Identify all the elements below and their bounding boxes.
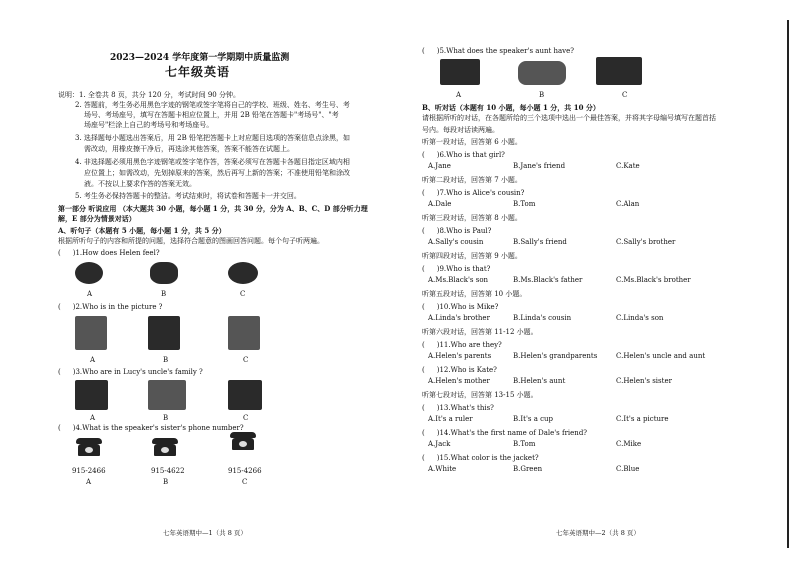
option-c: C.Blue xyxy=(616,465,640,473)
question-2: ( )2.Who is in the picture ? xyxy=(58,303,163,311)
part-heading: 解，E 部分为情景对话） xyxy=(58,214,136,223)
chicks-photo-image xyxy=(518,61,566,85)
answer-paren-open[interactable]: ( xyxy=(422,151,425,159)
option-letter: A xyxy=(87,290,93,298)
answer-paren-open[interactable]: ( xyxy=(58,368,61,376)
instruction-line: 2. 答题前，考生务必用黑色字迹的钢笔或签字笔将自己的学校、班级、姓名、考生号、考 xyxy=(75,101,350,109)
photo-image xyxy=(75,316,107,350)
option-c: C.Kate xyxy=(616,162,640,170)
section-heading: B、听对话（本题有 10 小题，每小题 1 分，共 10 分） xyxy=(422,103,600,112)
answer-paren-open[interactable]: ( xyxy=(422,341,425,349)
answer-paren-open[interactable]: ( xyxy=(422,189,425,197)
answer-paren-open[interactable]: ( xyxy=(58,303,61,311)
answer-paren-open[interactable]: ( xyxy=(422,404,425,412)
option-b: B.Sally's friend xyxy=(513,238,567,246)
dialogue-heading: 听第四段对话，回答第 9 小题。 xyxy=(422,252,522,260)
option-b: B.It's a cup xyxy=(513,415,553,423)
option-a: A.It's a ruler xyxy=(428,415,473,423)
question-row xyxy=(422,303,498,312)
answer-paren-open[interactable]: ( xyxy=(58,249,61,257)
option-letter: C xyxy=(242,478,248,486)
option-a: A.Ms.Black's son xyxy=(428,276,489,284)
emoji-face-image xyxy=(150,262,178,284)
option-b: B.Helen's grandparents xyxy=(513,352,598,360)
option-a: A.White xyxy=(428,465,457,473)
answer-paren-close: ) xyxy=(72,368,76,376)
emoji-face-image xyxy=(228,262,258,284)
answer-paren-close: ) xyxy=(436,429,440,437)
option-a: A.Helen's parents xyxy=(428,352,492,360)
answer-paren-close: ) xyxy=(436,47,440,55)
section-instruction: 请根据所听的对话，在各题所给的三个选项中选出一个最佳答案，并将其字母编号填写在题首括 xyxy=(422,114,716,122)
option-b: B.Green xyxy=(513,465,543,473)
option-c: C.Mike xyxy=(616,440,642,448)
section-instruction: 号内。每段对话读两遍。 xyxy=(422,126,499,134)
question-text: 7.Who is Alice's cousin? xyxy=(439,189,525,197)
instruction-line: 液。不按以上要求作答的答案无效。 xyxy=(84,180,196,188)
question-text: 8.Who is Paul? xyxy=(439,227,492,235)
answer-paren-open[interactable]: ( xyxy=(422,47,425,55)
answer-paren-close: ) xyxy=(72,424,76,432)
family-photo-image xyxy=(148,380,186,410)
answer-paren-close: ) xyxy=(436,265,440,273)
instruction-line: 说明：1. 全卷共 8 页，共分 120 分，考试时间 90 分钟。 xyxy=(58,91,240,99)
answer-paren-close: ) xyxy=(72,303,76,311)
question-text: 6.Who is that girl? xyxy=(439,151,505,159)
option-a: A.Linda's brother xyxy=(428,314,490,322)
instruction-line: 3. 选择题每小题选出答案后，用 2B 铅笔把答题卡上对应题目选项的答案信息点涂黑，如 xyxy=(75,134,350,142)
option-b: B.Jane's friend xyxy=(513,162,566,170)
phone-number: 915-2466 xyxy=(72,467,106,475)
option-letter: C xyxy=(622,91,628,99)
part-heading: 第一部分 听说应用 （本大题共 30 小题，每小题 1 分，共 30 分，分为 A、B、C、D 部分听力理 xyxy=(58,204,368,213)
family-photo-image xyxy=(228,380,262,410)
option-c: C.Helen's uncle and aunt xyxy=(616,352,706,360)
telephone-icon xyxy=(230,432,256,450)
answer-paren-close: ) xyxy=(436,303,440,311)
option-letter: A xyxy=(90,356,96,364)
answer-paren-close: ) xyxy=(436,454,440,462)
option-letter: B xyxy=(539,91,545,99)
answer-paren-close: ) xyxy=(436,189,440,197)
dialogue-heading: 听第六段对话，回答第 11-12 小题。 xyxy=(422,328,538,336)
option-c: C.It's a picture xyxy=(616,415,669,423)
answer-paren-open[interactable]: ( xyxy=(422,429,425,437)
dialogue-heading: 听第五段对话，回答第 10 小题。 xyxy=(422,290,527,298)
emoji-face-image xyxy=(75,262,103,284)
option-letter: B xyxy=(163,414,169,422)
answer-paren-open[interactable]: ( xyxy=(422,227,425,235)
question-row xyxy=(422,454,539,463)
answer-paren-close: ) xyxy=(436,404,440,412)
family-photo-image xyxy=(75,380,108,410)
exam-page-right xyxy=(400,0,794,567)
answer-paren-close: ) xyxy=(436,366,440,374)
option-letter: C xyxy=(243,414,249,422)
page-footer: 七年英语期中—1（共 8 页） xyxy=(163,529,247,537)
option-letter: B xyxy=(163,478,169,486)
option-b: B.Ms.Black's father xyxy=(513,276,583,284)
exam-title: 2023—2024 学年度第一学期期中质量监测 xyxy=(110,53,290,63)
question-text: 11.Who are they? xyxy=(439,341,502,349)
pet-photo-image xyxy=(440,59,480,85)
answer-paren-close: ) xyxy=(72,249,76,257)
option-letter: A xyxy=(86,478,92,486)
question-row xyxy=(422,227,491,236)
answer-paren-open[interactable]: ( xyxy=(422,454,425,462)
question-4: ( )4.What is the speaker's sister's phone number? xyxy=(58,424,244,432)
pet-photo-image xyxy=(596,57,642,85)
page-footer: 七年英语期中—2（共 8 页） xyxy=(556,529,640,537)
question-text: 14.What's the first name of Dale's friend? xyxy=(439,429,588,437)
option-b: B.Tom xyxy=(513,200,536,208)
instruction-line: 场座号"栏涂上自己的考场号和考场座号。 xyxy=(84,121,214,129)
question-3: ( )3.Who are in Lucy's uncle's family ? xyxy=(58,368,203,376)
phone-number: 915-4622 xyxy=(151,467,185,475)
section-instruction: 根据所听句子的内容和所提的问题，选择符合题意的图画回答问题。每个句子听两遍。 xyxy=(58,237,324,245)
question-row xyxy=(422,366,497,375)
instruction-line: 需改动，用橡皮擦干净后，再选涂其他答案，答案不能答在试题上。 xyxy=(84,145,294,153)
option-c: C.Linda's son xyxy=(616,314,664,322)
option-c: C.Alan xyxy=(616,200,640,208)
answer-paren-close: ) xyxy=(436,151,440,159)
photo-image xyxy=(148,316,180,350)
instruction-line: 5. 考生务必保持答题卡的整洁。考试结束时，将试卷和答题卡一并交回。 xyxy=(75,192,301,200)
section-heading: A、听句子（本题有 5 小题，每小题 1 分，共 5 分） xyxy=(58,226,226,235)
question-text: 10.Who is Mike? xyxy=(439,303,499,311)
question-row xyxy=(422,189,524,198)
question-5: ( )5.What does the speaker's aunt have? xyxy=(422,47,575,55)
phone-number: 915-4266 xyxy=(228,467,262,475)
question-row xyxy=(422,341,502,350)
telephone-icon xyxy=(152,438,178,456)
question-text: 9.Who is that? xyxy=(439,265,491,273)
option-c: C.Sally's brother xyxy=(616,238,676,246)
answer-paren-close: ) xyxy=(436,341,440,349)
option-letter: A xyxy=(90,414,96,422)
question-row xyxy=(422,404,494,413)
option-a: A.Jane xyxy=(428,162,451,170)
instruction-line: 4. 非选择题必须用黑色字迹钢笔或签字笔作答，答案必须写在答题卡各题目指定区域内相 xyxy=(75,158,350,166)
option-a: A.Sally's cousin xyxy=(428,238,484,246)
answer-paren-open[interactable]: ( xyxy=(58,424,61,432)
option-b: B.Linda's cousin xyxy=(513,314,572,322)
question-row xyxy=(422,265,490,274)
option-b: B.Helen's aunt xyxy=(513,377,566,385)
question-text: 15.What color is the jacket? xyxy=(439,454,539,462)
option-letter: A xyxy=(456,91,462,99)
scan-border xyxy=(787,20,789,548)
answer-paren-open[interactable]: ( xyxy=(422,303,425,311)
option-letter: B xyxy=(161,290,167,298)
telephone-icon xyxy=(76,438,102,456)
option-c: C.Helen's sister xyxy=(616,377,672,385)
option-a: A.Dale xyxy=(428,200,452,208)
option-b: B.Tom xyxy=(513,440,536,448)
answer-paren-close: ) xyxy=(436,227,440,235)
question-row xyxy=(422,151,505,160)
instruction-line: 场号、考场座号，填写在答题卡相应位置上，并用 2B 铅笔在答题卡"考场号"、"考 xyxy=(84,111,339,119)
option-c: C.Ms.Black's brother xyxy=(616,276,691,284)
instruction-line: 应位置上；如需改动，先划掉原来的答案，然后再写上新的答案；不准使用铅笔和涂改 xyxy=(84,169,350,177)
option-letter: C xyxy=(243,356,249,364)
dialogue-heading: 听第一段对话，回答第 6 小题。 xyxy=(422,138,522,146)
exam-subject: 七年级英语 xyxy=(165,65,231,79)
option-letter: C xyxy=(240,290,246,298)
question-1: ( )1.How does Helen feel? xyxy=(58,249,160,257)
answer-paren-open[interactable]: ( xyxy=(422,366,425,374)
photo-image xyxy=(228,316,260,350)
question-text: 13.What's this? xyxy=(439,404,494,412)
dialogue-heading: 听第三段对话，回答第 8 小题。 xyxy=(422,214,522,222)
dialogue-heading: 听第七段对话，回答第 13-15 小题。 xyxy=(422,391,538,399)
option-a: A.Jack xyxy=(428,440,451,448)
answer-paren-open[interactable]: ( xyxy=(422,265,425,273)
question-text: 12.Who is Kate? xyxy=(439,366,497,374)
option-letter: B xyxy=(163,356,169,364)
question-row xyxy=(422,429,587,438)
dialogue-heading: 听第二段对话，回答第 7 小题。 xyxy=(422,176,522,184)
option-a: A.Helen's mother xyxy=(428,377,490,385)
